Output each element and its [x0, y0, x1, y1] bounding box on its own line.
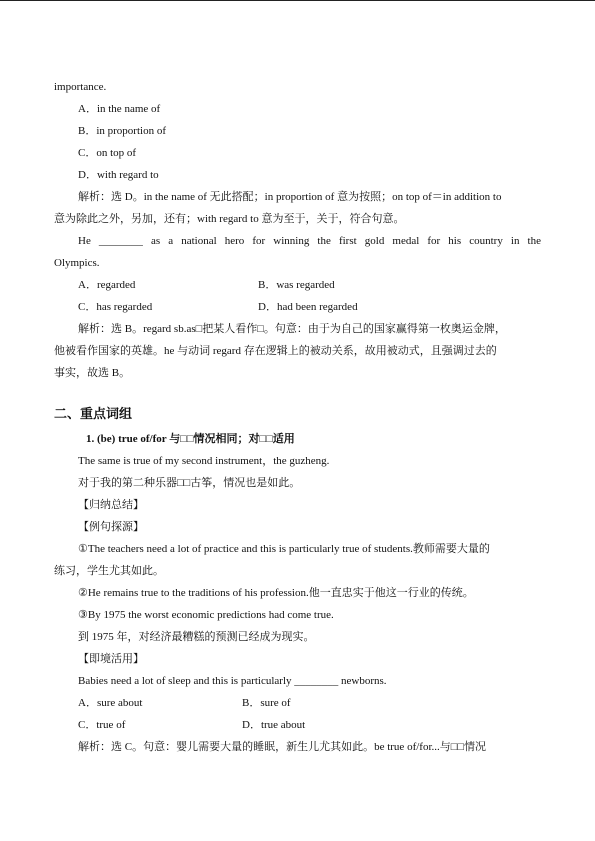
practice-option-d: D．true about — [242, 719, 306, 731]
example-3-chinese: 到 1975 年，对经济最糟糕的预测已经成为现实。 — [78, 631, 315, 643]
practice-options-row2 — [78, 718, 306, 732]
q1-option-d: D．with regard to — [78, 169, 159, 181]
section-title: 二、重点词组 — [54, 407, 133, 422]
practice-explanation: 解析：选 C。句意：婴儿需要大量的睡眠，新生儿尤其如此。be true of/for...与□□情况 — [78, 741, 487, 753]
example-1-line2: 练习，学生尤其如此。 — [54, 565, 164, 577]
example-2: ②He remains true to the traditions of his profession.他一直忠实于他这一行业的传统。 — [78, 587, 474, 599]
practice-options-row1 — [78, 696, 291, 710]
q2-options-row1 — [78, 278, 335, 292]
example-chinese: 对于我的第二种乐器□□古筝，情况也是如此。 — [78, 477, 301, 489]
example-1-line1: ①The teachers need a lot of practice and this is particularly true of students.教师需要大量的 — [78, 543, 490, 555]
phrase-heading: 1. (be) true of/for 与□□情况相同；对□□适用 — [86, 433, 295, 445]
q2-stem-line2: Olympics. — [54, 257, 100, 269]
q1-explanation-line2: 意为除此之外，另加，还有；with regard to 意为至于，关于，符合句意。 — [54, 213, 405, 225]
page-top-rule — [0, 0, 595, 1]
q2-option-a: A．regarded — [78, 279, 136, 291]
summary-heading: 【归纳总结】 — [78, 499, 144, 511]
q2-option-c: C．has regarded — [78, 301, 153, 313]
examples-heading: 【例句探源】 — [78, 521, 144, 533]
practice-heading: 【即境活用】 — [78, 653, 144, 665]
q2-options-row2 — [78, 300, 358, 314]
q1-option-a: A．in the name of — [78, 103, 161, 115]
q1-option-b: B．in proportion of — [78, 125, 166, 137]
q1-option-c: C．on top of — [78, 147, 137, 159]
practice-question: Babies need a lot of sleep and this is particularly ________ newborns. — [78, 675, 387, 687]
q1-explanation-line1: 解析：选 D。in the name of 无此搭配；in proportion of 意为按照；on top of＝in addition to — [78, 191, 502, 203]
q2-option-b: B．was regarded — [258, 279, 335, 291]
example-english: The same is true of my second instrument，the guzheng. — [78, 455, 330, 467]
practice-option-c: C．true of — [78, 719, 126, 731]
q2-explanation-line2: 他被看作国家的英雄。he 与动词 regard 存在逻辑上的被动关系，故用被动式，且强调过去的 — [54, 345, 497, 357]
q2-explanation-line3: 事实，故选 B。 — [54, 367, 131, 379]
practice-option-b: B．sure of — [242, 697, 291, 709]
q2-option-d: D．had been regarded — [258, 301, 358, 313]
q1-stem-tail: importance. — [54, 81, 107, 93]
q2-stem-line1: He ________ as a national hero for winning the first gold medal for his country in the — [78, 235, 541, 247]
practice-option-a: A．sure about — [78, 697, 143, 709]
q2-explanation-line1: 解析：选 B。regard sb.as□把某人看作□。句意：由于为自己的国家赢得第一枚奥运金牌， — [78, 323, 506, 335]
example-3-english: ③By 1975 the worst economic predictions had come true. — [78, 609, 334, 621]
